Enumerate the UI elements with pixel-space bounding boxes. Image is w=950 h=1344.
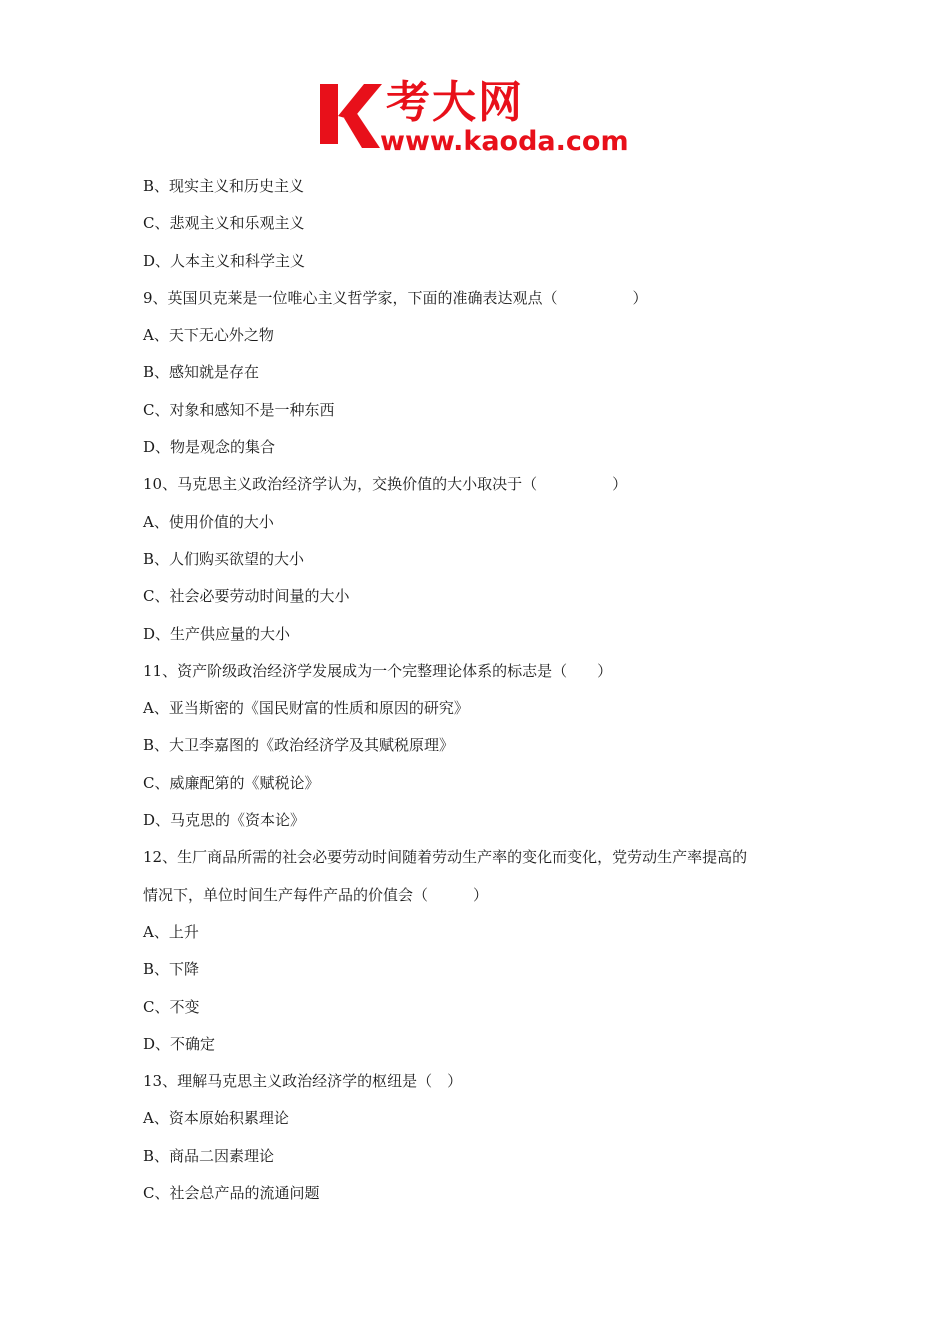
question-9: 9、英国贝克莱是一位唯心主义哲学家，下面的准确表达观点（ ）: [143, 288, 648, 307]
question-10: 10、马克思主义政治经济学认为，交换价值的大小取决于（ ）: [143, 475, 628, 494]
option-a-10: A、使用价值的大小: [143, 512, 274, 531]
question-content: [143, 168, 823, 1212]
question-11: 11、资产阶级政治经济学发展成为一个完整理论体系的标志是（ ）: [143, 661, 613, 680]
logo-url-text: www.kaoda.com: [380, 126, 629, 157]
option-b-8: B、现实主义和历史主义: [143, 177, 305, 195]
option-b-13: B、商品二因素理论: [143, 1146, 275, 1165]
option-c-11: C、威廉配第的《赋税论》: [143, 773, 320, 792]
option-b-9: B、感知就是存在: [143, 363, 260, 382]
option-b-10: B、人们购买欲望的大小: [143, 549, 305, 568]
question-13: 13、理解马克思主义政治经济学的枢纽是（ ）: [143, 1072, 463, 1091]
option-a-12: A、上升: [143, 922, 199, 941]
option-d-8: D、人本主义和科学主义: [143, 251, 306, 270]
option-d-10: D、生产供应量的大小: [143, 624, 291, 643]
option-d-12: D、不确定: [143, 1034, 216, 1053]
question-12-line-1: 12、生厂商品所需的社会必要劳动时间随着劳动生产率的变化而变化，党劳动生产率提高的: [143, 848, 748, 867]
option-d-9: D、物是观念的集合: [143, 438, 276, 457]
option-b-11: B、大卫李嘉图的《政治经济学及其赋税原理》: [143, 736, 455, 755]
option-b-12: B、下降: [143, 960, 200, 979]
logo-chinese-text: 考大网: [386, 77, 524, 128]
option-a-13: A、资本原始积累理论: [143, 1109, 289, 1128]
kaoda-logo: [318, 78, 640, 160]
option-a-11: A、亚当斯密的《国民财富的性质和原因的研究》: [143, 699, 469, 718]
option-c-9: C、对象和感知不是一种东西: [143, 400, 335, 419]
option-a-9: A、天下无心外之物: [143, 326, 274, 345]
option-c-13: C、社会总产品的流通问题: [143, 1184, 320, 1203]
option-d-11: D、马克思的《资本论》: [143, 811, 306, 830]
option-c-10: C、社会必要劳动时间量的大小: [143, 587, 350, 606]
question-12-line-2: 情况下，单位时间生产每件产品的价值会（ ）: [143, 885, 489, 904]
k-logo-icon: [318, 78, 382, 150]
option-c-12: C、不变: [143, 997, 200, 1016]
option-c-8: C、悲观主义和乐观主义: [143, 214, 305, 233]
